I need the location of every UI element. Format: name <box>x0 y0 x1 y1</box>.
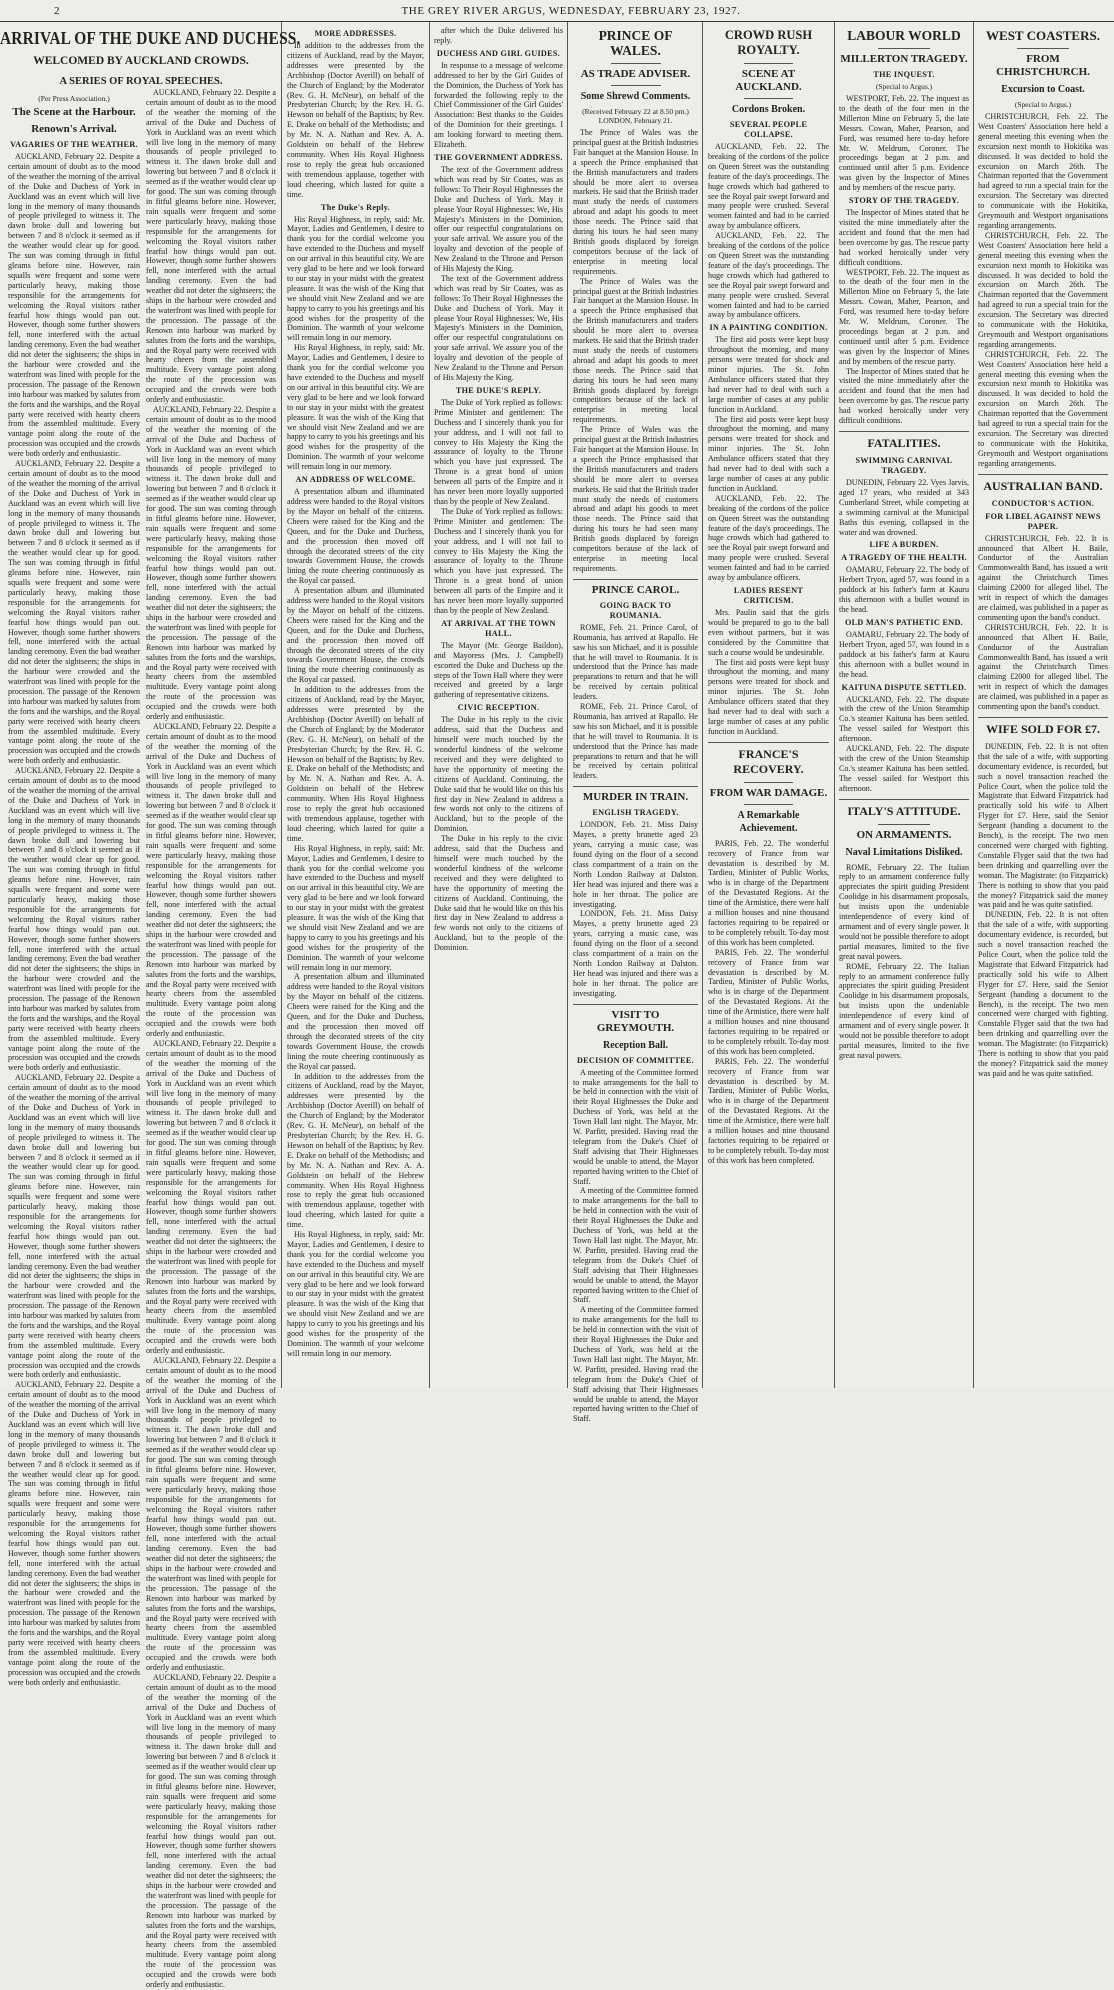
article-body: AUCKLAND, February 22. Despite a certain amount of doubt as to the mood of the weather the morning of the arrival of the Duke and Duchess of York in Auckland was an event which will live long in the memory of many thousands of people privileged to witness it. The dawn broke dull and lowering but between 7 and 8 o'clock it seemed as if the weather would clear up for good. The sun was coming through in fitful gleams before nine. However, rain squalls were frequent and some were particularly heavy, making those responsible for the arrangements for welcoming the Royal visitors rather fearful how things would pan out. However, though some further showers fell, none interfered with the actual landing ceremony. Even the bad weather did not deter the sightseers; the ships in the harbour were crowded and the waterfront was lined with people for the procession. The passage of the Renown into harbour was marked by salutes from the forts and the warships, and the Royal party were received with hearty cheers from the assembled multitude. Every vantage point along the route of the procession was occupied and the crowds were both orderly and enthusiastic. <box>8 766 140 1073</box>
article-body: The Inspector of Mines stated that he visited the mine immediately after the accident and found that the men had been overcome by gas. The rescue party had worked heroically under very difficult conditions. <box>839 208 969 267</box>
press-credit: (Special to Argus.) <box>875 82 933 91</box>
column-5 <box>708 26 829 1382</box>
masthead <box>0 0 1114 22</box>
article-body: after which the Duke delivered his reply. <box>434 26 563 45</box>
article-body: AUCKLAND, February 22. Despite a certain amount of doubt as to the mood of the weather the morning of the arrival of the Duke and Duchess of York in Auckland was an event which will live long in the memory of many thousands of people privileged to witness it. The dawn broke dull and lowering but between 7 and 8 o'clock it seemed as if the weather would clear up for good. The sun was coming through in fitful gleams before nine. However, rain squalls were frequent and some were particularly heavy, making those responsible for the arrangements for welcoming the Royal visitors rather fearful how things would pan out. However, though some further showers fell, none interfered with the actual landing ceremony. Even the bad weather did not deter the sightseers; the ships in the harbour were crowded and the waterfront was lined with people for the procession. The passage of the Renown into harbour was marked by salutes from the forts and the warships, and the Royal party were received with hearty cheers from the assembled multitude. Every vantage point along the route of the procession was occupied and the crowds were both orderly and enthusiastic. <box>8 459 140 766</box>
small-heading: DUCHESS AND GIRL GUIDES. <box>436 48 561 58</box>
divider <box>839 799 969 800</box>
headline: PRINCE OF WALES. <box>598 28 673 58</box>
article-body: A meeting of the Committee formed to make arrangements for the ball to be held in connection with the visit of their Royal Highnesses the Duke and Duchess of York, was held at the Town Hall last night. The Mayor, Mr. W. Parfitt, presided. Having read the telegram from the Duke's Chief of Staff advising that Their Highnesses would be unable to attend, the Mayor reported having written to the Chief of Staff. <box>573 1186 698 1305</box>
article-body: AUCKLAND, Feb. 22. The breaking of the cordons of the police on Queen Street was the outstanding feature of the day's proceedings. The huge crowds which had gathered to see the Royal pair swept forward and many people were crushed. Several women fainted and had to be carried away by ambulance officers. <box>708 142 829 231</box>
small-heading: FOR LIBEL AGAINST NEWS PAPER. <box>985 511 1101 531</box>
small-heading: SEVERAL PEOPLE COLLAPSE. <box>729 120 808 139</box>
article-body: AUCKLAND, Feb. 22. The dispute with the crew of the Union Steamship Co.'s steamer Kaituna has been settled. The vessel sailed for Westport this afternoon. <box>839 694 969 744</box>
headline: ITALY'S ATTITUDE. <box>847 803 961 818</box>
headline: FATALITIES. <box>867 436 941 450</box>
article-body: LONDON, Feb. 21. Miss Daisy Mayes, a pretty brunette aged 23 years, carrying a music case, was found dying on the floor of a second class compartment of a train on the North London Railway at Dalston. Her head was injured and there was a hole in her throat. The police are investigating. <box>573 820 698 909</box>
lead-subheading-2: A SERIES OF ROYAL SPEECHES. <box>59 76 223 87</box>
article-body: OAMARU, February 22. The body of Herbert Tryon, aged 57, was found in a paddock at his father's farm at Kauru this afternoon with a bullet wound in the head. <box>839 565 969 615</box>
article-body: In addition to the addresses from the citizens of Auckland, read by the Mayor, addresses were presented by the Archbishop (Doctor Averill) on behalf of the Church of England; by the Moderator (Rev. G. H. McNeur), on behalf of the Presbyterian Church; by the Rev. H. G. Hewson on behalf of the Baptists; by Rev. E. Drake on behalf of the Methodists; and by Mr. N. A. Nathan and Rev. A. A. Goldstein on behalf of the Hebrew community. When His Royal Highness rose to reply the great hub occasioned with tremendous applause, together with loud cheering, which lasted for quite a time. <box>287 685 424 843</box>
column-3 <box>434 26 563 1382</box>
article-body: The Duke in his reply to the civic address, said that the Duchess and himself were much touched by the wonderful kindness of the welcome received and they were delighted to have the opportunity of meeting the citizens of Auckland. Continuing, the Duke said that he would like on this his first day in New Zealand to address a few words not only to the citizens of Auckland, but to the people of the Dominion. <box>434 715 563 834</box>
subheading: Cordons Broken. <box>731 104 806 115</box>
lead-subheading: WELCOMED BY AUCKLAND CROWDS. <box>33 55 249 67</box>
article-body: PARIS, Feb. 22. The wonderful recovery of France from war devastation is described by M. Tardieu, Minister of Public Works, who is in charge of the Department of the Devastated Regions. At the time of the Armistice, there were half a million houses and nine thousand factories requiring to be repaired or to be completely rebuilt. To-day most of this work has been completed. <box>708 838 829 947</box>
article-body: CHRISTCHURCH, Feb. 22. The West Coasters' Association here held a general meeting this evening when the excursion next month to Hokitika was discussed. It was decided to hold the excursion on March 26th. The Chairman reported that the Government had agreed to run a special train for the excursion. The Secretary was directed to communicate with the Hokitika, Greymouth and Westport organisations regarding arrangements. <box>978 349 1108 468</box>
article-body: The Prince of Wales was the principal guest at the British Industries Fair banquet at the Mansion House. In a speech the Prince emphasised that the British manufacturers and traders should be more alert to oversea markets. He said that the British trader must study the needs of customers abroad and adapt his goods to meet those needs. The Prince said that during his tours he had seen many British goods displaced by foreign competitors because of the lack of enterprise in meeting local requirements. <box>573 276 698 425</box>
divider <box>744 782 792 783</box>
article-body: AUCKLAND, February 22. Despite a certain amount of doubt as to the mood of the weather the morning of the arrival of the Duke and Duchess of York in Auckland was an event which will live long in the memory of many thousands of people privileged to witness it. The dawn broke dull and lowering but between 7 and 8 o'clock it seemed as if the weather would clear up for good. The sun was coming through in fitful gleams before nine. However, rain squalls were frequent and some were particularly heavy, making those responsible for the arrangements for welcoming the Royal visitors rather fearful how things would pan out. However, though some further showers fell, none interfered with the actual landing ceremony. Even the bad weather did not deter the sightseers; the ships in the harbour were crowded and the waterfront was lined with people for the procession. The passage of the Renown into harbour was marked by salutes from the forts and the warships, and the Royal party were received with hearty cheers from the assembled multitude. Every vantage point along the route of the procession was occupied and the crowds were both orderly and enthusiastic. <box>146 722 276 1039</box>
small-heading: GOING BACK TO ROUMANIA. <box>599 600 672 620</box>
small-heading: MORE ADDRESSES. <box>314 29 397 38</box>
masthead-title: THE GREY RIVER ARGUS, WEDNESDAY, FEBRUARY 23, 1927. <box>401 4 741 17</box>
article-body: The first aid posts were kept busy throughout the morning, and many persons were treated for shock and minor injuries. The St. John Ambulance officers stated that they had never had to deal with such a large number of cases at any public function in Auckland. <box>708 657 829 736</box>
subheading: Some Shrewd Comments. <box>580 91 691 102</box>
column-1b <box>146 88 276 1990</box>
article-body: WESTPORT, Feb. 22. The inquest as to the death of the four men in the Millerton Mine on February 5, the late Messrs. Cowan, Maher, Pearson, and Ford, was resumed here to-day before Mr. W. Meldrum, Coroner. The proceedings began at 2 p.m. and continued until after 5 p.m. Evidence was given by the Inspector of Mines and by members of the rescue party. <box>839 94 969 193</box>
article-body: The first aid posts were kept busy throughout the morning, and many persons were treated for shock and minor injuries. The St. John Ambulance officers stated that they had never had to deal with such a large number of cases at any public function in Auckland. <box>708 335 829 414</box>
small-heading: STORY OF THE TRAGEDY. <box>848 196 960 206</box>
article-body: In addition to the addresses from the citizens of Auckland, read by the Mayor, addresses were presented by the Archbishop (Doctor Averill) on behalf of the Church of England; by the Moderator (Rev. G. H. McNeur), on behalf of the Presbyterian Church; by the Rev. H. G. Hewson on behalf of the Baptists; by Rev. E. Drake on behalf of the Methodists; and by Mr. N. A. Nathan and Rev. A. A. Goldstein on behalf of the Hebrew community. When His Royal Highness rose to reply the great hub occasioned with tremendous applause, together with loud cheering, which lasted for quite a time. <box>287 1071 424 1230</box>
small-heading: LIFE A BURDEN. <box>869 540 939 550</box>
article-body: OAMARU, February 22. The body of Herbert Tryon, aged 57, was found in a paddock at his father's farm at Kauru this afternoon with a bullet wound in the head. <box>839 629 969 679</box>
small-heading: VAGARIES OF THE WEATHER. <box>10 140 138 149</box>
divider <box>573 786 698 787</box>
divider <box>744 804 792 805</box>
subheading: Excursion to Coast. <box>1001 84 1085 95</box>
small-heading: IN A PAINTING CONDITION. <box>709 323 828 333</box>
article-body: A meeting of the Committee formed to make arrangements for the ball to be held in connection with the visit of their Royal Highnesses the Duke and Duchess of York, was held at the Town Hall last night. The Mayor, Mr. W. Parfitt, presided. Having read the telegram from the Duke's Chief of Staff advising that Their Highnesses would be unable to attend, the Mayor reported having written to the Chief of Staff. <box>573 1067 698 1186</box>
article-body: AUCKLAND, February 22. Despite a certain amount of doubt as to the mood of the weather the morning of the arrival of the Duke and Duchess of York in Auckland was an event which will live long in the memory of many thousands of people privileged to witness it. The dawn broke dull and lowering but between 7 and 8 o'clock it seemed as if the weather would clear up for good. The sun was coming through in fitful gleams before nine. However, rain squalls were frequent and some were particularly heavy, making those responsible for the arrangements for welcoming the Royal visitors rather fearful how things would pan out. However, though some further showers fell, none interfered with the actual landing ceremony. Even the bad weather did not deter the sightseers; the ships in the harbour were crowded and the waterfront was lined with people for the procession. The passage of the Renown into harbour was marked by salutes from the forts and the warships, and the Royal party were received with hearty cheers from the assembled multitude. Every vantage point along the route of the procession was occupied and the crowds were both orderly and enthusiastic. <box>8 152 140 459</box>
small-heading: ENGLISH TRAGEDY. <box>592 808 679 818</box>
small-heading: OLD MAN'S PATHETIC END. <box>844 617 964 627</box>
article-body: His Royal Highness, in reply, said: Mr. Mayor, Ladies and Gentlemen, I desire to thank you for the cordial welcome you have extended to the Duchess and myself on our arrival in this beautiful city. We are very glad to be here and we look forward to our stay in your midst with the greatest pleasure. It was the wish of the King that we should visit New Zealand and we are happy to carry to you his greetings and his good wishes for the prosperity of the Dominion. The warmth of your welcome will remain long in our memory. <box>287 843 424 972</box>
headline: VISIT TO GREYMOUTH. <box>596 1008 675 1034</box>
section-heading: Renown's Arrival. <box>31 123 117 135</box>
headline: PRINCE CAROL. <box>591 583 680 596</box>
article-body: In response to a message of welcome addressed to her by the Girl Guides of the Dominion, the Duchess of York has forwarded the following reply to the Chief Commissioner of the Girl Guides' Association: Best thanks to the Guides of the Dominion for their greetings. I am looking forward to meeting them. Elizabeth. <box>434 60 563 150</box>
small-heading: AN ADDRESS OF WELCOME. <box>295 475 416 485</box>
subheading: FROM WAR DAMAGE. <box>709 786 828 799</box>
headline: LABOUR WORLD <box>847 28 961 43</box>
divider <box>878 824 930 825</box>
small-heading: AT ARRIVAL AT THE TOWN HALL. <box>441 618 556 638</box>
column-rule <box>429 22 430 1388</box>
column-rule <box>702 22 703 1388</box>
small-heading: The Duke's Reply. <box>320 202 391 212</box>
divider <box>878 48 930 49</box>
article-body: His Royal Highness, in reply, said: Mr. Mayor, Ladies and Gentlemen, I desire to thank you for the cordial welcome you have extended to the Duchess and myself on our arrival in this beautiful city. We are very glad to be here and we look forward to our stay in your midst with the greatest pleasure. It was the wish of the King that we should visit New Zealand and we are happy to carry to you his greetings and his good wishes for the prosperity of the Dominion. The warmth of your welcome will remain long in our memory. <box>287 1230 424 1358</box>
column-7 <box>978 26 1108 1382</box>
small-heading: LADIES RESENT CRITICISM. <box>733 585 804 605</box>
small-heading: CIVIC RECEPTION. <box>457 703 540 713</box>
article-body: The Duke of York replied as follows: Prime Minister and gentlemen: The Duchess and I sincerely thank you for your address, and I will not fail to convey to His Majesty the King the assurance of loyalty to the Throne which you have just expressed. The Throne is a great bond of union between all parts of the Empire and it has never been more loyally supported than by the people of New Zealand. <box>434 397 563 506</box>
article-body: CHRISTCHURCH, Feb. 22. It is announced that Albert H. Baile, Conductor of the Australian Commonwealth Band, has issued a writ against the Christchurch Times claiming £2000 for alleged libel. The writ in respect of which the damages are claimed, was published in a paper as commenting upon the band's conduct. <box>978 622 1108 712</box>
section-heading: The Scene at the Harbour. <box>12 106 136 118</box>
article-body: The Prince of Wales was the principal guest at the British Industries Fair banquet at the Mansion House. In a speech the Prince emphasised that the British manufacturers and traders should be more alert to oversea markets. He said that the British trader must study the needs of customers abroad and adapt his goods to meet those needs. The Prince said that during his tours he had seen many British goods displaced by foreign competitors because of the lack of enterprise in meeting local requirements. <box>573 128 698 276</box>
article-body: CHRISTCHURCH, Feb. 22. The West Coasters' Association here held a general meeting this evening when the excursion next month to Hokitika was discussed. It was decided to hold the excursion on March 26th. The Chairman reported that the Government had agreed to run a special train for the excursion. The Secretary was directed to communicate with the Hokitika, Greymouth and Westport organisations regarding arrangements. <box>978 112 1108 230</box>
small-heading: A TRAGEDY OF THE HEALTH. <box>841 553 967 563</box>
article-body: AUCKLAND, Feb. 22. The breaking of the cordons of the police on Queen Street was the outstanding feature of the day's proceedings. The huge crowds which had gathered to see the Royal pair swept forward and many people were crushed. Several women fainted and had to be carried away by ambulance officers. <box>708 493 829 583</box>
small-heading: CONDUCTOR'S ACTION. <box>991 498 1095 508</box>
article-body: ROME, February 22. The Italian reply to an armament conference fully appreciates the spirit guiding President Coolidge in his disarmament proposals, but insists upon the undeniable interdependence of every kind of armament and of every single power. It would not be possible therefore to adopt partial measures, limited to the five great naval powers. <box>839 862 969 961</box>
article-body: A meeting of the Committee formed to make arrangements for the ball to be held in connection with the visit of their Royal Highnesses the Duke and Duchess of York, was held at the Town Hall last night. The Mayor, Mr. W. Parfitt, presided. Having read the telegram from the Duke's Chief of Staff advising that Their Highnesses would be unable to attend, the Mayor reported having written to the Chief of Staff. <box>573 1305 698 1424</box>
divider <box>839 431 969 432</box>
article-body: ROME, Feb. 21. Prince Carol, of Roumania, has arrived at Rapallo. He saw his son Michael, and it is possible that he will travel to Roumania. It is understood that the Prince has made preparations to return and that he will be received by certain political leaders. <box>573 702 698 781</box>
subheading: ON ARMAMENTS. <box>856 828 952 841</box>
article-body: The text of the Government address which was read by Sir Coates, was as follows: To Their Royal Highnesses the Duke and Duchess of York. May it please Your Royal Highnesses: We, His Majesty's Ministers in the Dominion, offer our respectful congratulations on your safe arrival. We assure you of the loyalty and devotion of the people of New Zealand to the Throne and Person of His Majesty the King. <box>434 273 563 382</box>
column-4 <box>573 26 698 1424</box>
small-heading: DECISION OF COMMITTEE. <box>576 1055 695 1065</box>
article-body: AUCKLAND, February 22. Despite a certain amount of doubt as to the mood of the weather the morning of the arrival of the Duke and Duchess of York in Auckland was an event which will live long in the memory of many thousands of people privileged to witness it. The dawn broke dull and lowering but between 7 and 8 o'clock it seemed as if the weather would clear up for good. The sun was coming through in fitful gleams before nine. However, rain squalls were frequent and some were particularly heavy, making those responsible for the arrangements for welcoming the Royal visitors rather fearful how things would pan out. However, though some further showers fell, none interfered with the actual landing ceremony. Even the bad weather did not deter the sightseers; the ships in the harbour were crowded and the waterfront was lined with people for the procession. The passage of the Renown into harbour was marked by salutes from the forts and the warships, and the Royal party were received with hearty cheers from the assembled multitude. Every vantage point along the route of the procession was occupied and the crowds were both orderly and enthusiastic. <box>146 405 276 722</box>
article-body: AUCKLAND, Feb. 22. The dispute with the crew of the Union Steamship Co.'s steamer Kaituna has been settled. The vessel sailed for Westport this afternoon. <box>839 744 969 793</box>
subheading: A Remarkable Achievement. <box>737 809 800 834</box>
column-rule <box>281 22 282 1388</box>
article-body: DUNEDIN, Feb. 22. It is not often that the sale of a wife, with supporting documentary evidence, is recorded, but such a novel transaction reached the Police Court, when the police told the Magistrate that Edward Fitzpatrick had practically sold his wife to Albert Flyger for £7. Here, said the Senior Sergeant (handing a document to the Bench), is the receipt. The two men concerned were charged with fighting. Constable Flyger said that the two had been drinking and quarrelling over the woman. The Magistrate: (to Fitzpatrick) There is nothing to show that you paid the money? Fitzpatrick said the money was paid and he was quite satisfied. <box>978 910 1108 1078</box>
article-body: WESTPORT, Feb. 22. The inquest as to the death of the four men in the Millerton Mine on February 5, the late Messrs. Cowan, Maher, Pearson, and Ford, was resumed here to-day before Mr. W. Meldrum, Coroner. The proceedings began at 2 p.m. and continued until after 5 p.m. Evidence was given by the Inspector of Mines and by members of the rescue party. <box>839 267 969 366</box>
column-rule <box>834 22 835 1388</box>
column-1a <box>0 26 301 1687</box>
divider <box>611 63 661 64</box>
article-body: His Royal Highness, in reply, said: Mr. Mayor, Ladies and Gentlemen, I desire to thank you for the cordial welcome you have extended to the Duchess and myself on our arrival in this beautiful city. We are very glad to be here and we look forward to our stay in your midst with the greatest pleasure. It was the wish of the King that we should visit New Zealand and we are happy to carry to you his greetings and his good wishes for the prosperity of the Dominion. The warmth of your welcome will remain long in our memory. <box>287 214 424 343</box>
headline: FRANCE'S RECOVERY. <box>733 746 804 776</box>
small-heading: KAITUNA DISPUTE SETTLED. <box>841 682 967 692</box>
article-body: The text of the Government address which was read by Sir Coates, was as follows: To Their Royal Highnesses the Duke and Duchess of York. May it please Your Royal Highnesses: We, His Majesty's Ministers in the Dominion, offer our respectful congratulations on your safe arrival. We assure you of the loyalty and devotion of the people of New Zealand to the Throne and Person of His Majesty the King. <box>434 164 563 274</box>
headline: WIFE SOLD FOR £7. <box>985 721 1100 736</box>
article-body: The Inspector of Mines stated that he visited the mine immediately after the accident and found that the men had been overcome by gas. The rescue party had worked heroically under very difficult conditions. <box>839 366 969 426</box>
small-heading: THE INQUEST. <box>873 70 935 79</box>
subheading: MILLERTON TRAGEDY. <box>840 53 968 65</box>
small-heading: THE DUKE'S REPLY. <box>455 385 542 395</box>
article-body: DUNEDIN, Feb. 22. It is not often that the sale of a wife, with supporting documentary evidence, is recorded, but such a novel transaction reached the Police Court, when the police told the Magistrate that Edward Fitzpatrick had practically sold his wife to Albert Flyger for £7. Here, said the Senior Sergeant (handing a document to the Bench), is the receipt. The two men concerned were charged with fighting. Constable Flyger said that the two had been drinking and quarrelling over the woman. The Magistrate: (to Fitzpatrick) There is nothing to show that you paid the money? Fitzpatrick said the money was paid and he was quite satisfied. <box>978 741 1108 910</box>
article-body: DUNEDIN, February 22. Vyes Jarvis, aged 17 years, who resided at 343 Cumberland Street, while competing at a swimming carnival at the Municipal Baths this evening, collapsed in the water and was drowned. <box>839 478 969 537</box>
divider <box>1017 48 1069 49</box>
column-2 <box>287 26 424 1382</box>
subheading: FROM CHRISTCHURCH. <box>996 53 1090 78</box>
subheading: Reception Ball. <box>603 1039 668 1051</box>
column-6 <box>839 26 969 1382</box>
column-rule <box>973 22 974 1388</box>
divider <box>573 579 698 580</box>
small-heading: SWIMMING CARNIVAL TRAGEDY. <box>855 456 953 475</box>
dateline: (Received February 22 at 8.50 pm.) LONDON, February 21. <box>582 107 689 125</box>
article-body: AUCKLAND, February 22. Despite a certain amount of doubt as to the mood of the weather the morning of the arrival of the Duke and Duchess of York in Auckland was an event which will live long in the memory of many thousands of people privileged to witness it. The dawn broke dull and lowering but between 7 and 8 o'clock it seemed as if the weather would clear up for good. The sun was coming through in fitful gleams before nine. However, rain squalls were frequent and some were particularly heavy, making those responsible for the arrangements for welcoming the Royal visitors rather fearful how things would pan out. However, though some further showers fell, none interfered with the actual landing ceremony. Even the bad weather did not deter the sightseers; the ships in the harbour were crowded and the waterfront was lined with people for the procession. The passage of the Renown into harbour was marked by salutes from the forts and the warships, and the Royal party were received with hearty cheers from the assembled multitude. Every vantage point along the route of the procession was occupied and the crowds were both orderly and enthusiastic. <box>146 1673 276 1990</box>
article-body: CHRISTCHURCH, Feb. 22. It is announced that Albert H. Baile, Conductor of the Australian Commonwealth Band, has issued a writ against the Christchurch Times claiming £2000 for alleged libel. The writ in respect of which the damages are claimed, was published in a paper as commenting upon the band's conduct. <box>978 533 1108 622</box>
article-body: PARIS, Feb. 22. The wonderful recovery of France from war devastation is described by M. Tardieu, Minister of Public Works, who is in charge of the Department of the Devastated Regions. At the time of the Armistice, there were half a million houses and nine thousand factories requiring to be repaired or to be completely rebuilt. To-day most of this work has been completed. <box>708 947 829 1056</box>
article-body: AUCKLAND, February 22. Despite a certain amount of doubt as to the mood of the weather the morning of the arrival of the Duke and Duchess of York in Auckland was an event which will live long in the memory of many thousands of people privileged to witness it. The dawn broke dull and lowering but between 7 and 8 o'clock it seemed as if the weather would clear up for good. The sun was coming through in fitful gleams before nine. However, rain squalls were frequent and some were particularly heavy, making those responsible for the arrangements for welcoming the Royal visitors rather fearful how things would pan out. However, though some further showers fell, none interfered with the actual landing ceremony. Even the bad weather did not deter the sightseers; the ships in the harbour were crowded and the waterfront was lined with people for the procession. The passage of the Renown into harbour was marked by salutes from the forts and the warships, and the Royal party were received with hearty cheers from the assembled multitude. Every vantage point along the route of the procession was occupied and the crowds were both orderly and enthusiastic. <box>146 1039 276 1356</box>
article-body: LONDON, Feb. 21. Miss Daisy Mayes, a pretty brunette aged 23 years, carrying a music case, was found dying on the floor of a second class compartment of a train on the North London Railway at Dalston. Her head was injured and there was a hole in her throat. The police are investigating. <box>573 909 698 998</box>
press-credit: (Special to Argus.) <box>1014 100 1072 109</box>
subheading: Naval Limitations Disliked. <box>845 846 963 858</box>
column-rule <box>567 22 568 1388</box>
page-number: 2 <box>54 4 61 17</box>
article-body: The first aid posts were kept busy throughout the morning, and many persons were treated for shock and minor injuries. The St. John Ambulance officers stated that they had never had to deal with such a large number of cases at any public function in Auckland. <box>708 414 829 493</box>
article-body: The Mayor (Mr. George Baildon), and Mayoress (Mrs. J. Campbell) escorted the Duke and Duchess up the steps of the Town Hall where they were received and greeted by a large gathering of representative citizens. <box>434 640 563 700</box>
divider <box>573 1004 698 1005</box>
article-body: AUCKLAND, February 22. Despite a certain amount of doubt as to the mood of the weather the morning of the arrival of the Duke and Duchess of York in Auckland was an event which will live long in the memory of many thousands of people privileged to witness it. The dawn broke dull and lowering but between 7 and 8 o'clock it seemed as if the weather would clear up for good. The sun was coming through in fitful gleams before nine. However, rain squalls were frequent and some were particularly heavy, making those responsible for the arrangements for welcoming the Royal visitors rather fearful how things would pan out. However, though some further showers fell, none interfered with the actual landing ceremony. Even the bad weather did not deter the sightseers; the ships in the harbour were crowded and the waterfront was lined with people for the procession. The passage of the Renown into harbour was marked by salutes from the forts and the warships, and the Royal party were received with hearty cheers from the assembled multitude. Every vantage point along the route of the procession was occupied and the crowds were both orderly and enthusiastic. <box>8 1073 140 1380</box>
divider <box>978 474 1108 475</box>
article-body: A presentation album and illuminated address were handed to the Royal visitors by the Mayor on behalf of the citizens. Cheers were raised for the King and the Queen, and for the Duke and Duchess, and the procession then moved off through the decorated streets of the city towards Government House, the crowds lining the route cheering continuously as the Royal car passed. <box>287 586 424 685</box>
article-body: A presentation album and illuminated address were handed to the Royal visitors by the Mayor on behalf of the citizens. Cheers were raised for the King and the Queen, and for the Duke and Duchess, and the procession then moved off through the decorated streets of the city towards Government House, the crowds lining the route cheering continuously as the Royal car passed. <box>287 487 424 586</box>
subheading: SCENE AT AUCKLAND. <box>735 68 802 93</box>
article-body: The Duke of York replied as follows: Prime Minister and gentlemen: The Duchess and I sincerely thank you for your address, and I will not fail to convey to His Majesty the King the assurance of loyalty to the Throne which you have just expressed. The Throne is a great bond of union between all parts of the Empire and it has never been more loyally supported than by the people of New Zealand. <box>434 506 563 615</box>
article-body: Mrs. Paulin said that the girls would be prepared to go to the ball even without partners, but it was considered by the Committee that such a course would be undesirable. <box>708 607 829 657</box>
divider <box>708 742 829 743</box>
article-body: ROME, Feb. 21. Prince Carol, of Roumania, has arrived at Rapallo. He saw his son Michael, and it is possible that he will travel to Roumania. It is understood that the Prince has made preparations to return and that he will be received by certain political leaders. <box>573 622 698 702</box>
article-body: A presentation album and illuminated address were handed to the Royal visitors by the Mayor on behalf of the citizens. Cheers were raised for the King and the Queen, and for the Duke and Duchess, and the procession then moved off through the decorated streets of the city towards Government House, the crowds lining the route cheering continuously as the Royal car passed. <box>287 972 424 1071</box>
divider <box>611 85 661 86</box>
article-body: His Royal Highness, in reply, said: Mr. Mayor, Ladies and Gentlemen, I desire to thank you for the cordial welcome you have extended to the Duchess and myself on our arrival in this beautiful city. We are very glad to be here and we look forward to our stay in your midst with the greatest pleasure. It was the wish of the King that we should visit New Zealand and we are happy to carry to you his greetings and his good wishes for the prosperity of the Dominion. The warmth of your welcome will remain long in our memory. <box>287 343 424 472</box>
divider <box>978 717 1108 718</box>
headline: AUSTRALIAN BAND. <box>983 478 1103 493</box>
divider <box>744 63 792 64</box>
divider <box>744 98 792 99</box>
article-body: The Prince of Wales was the principal guest at the British Industries Fair banquet at the Mansion House. In a speech the Prince emphasised that the British manufacturers and traders should be more alert to oversea markets. He said that the British trader must study the needs of customers abroad and adapt his goods to meet those needs. The Prince said that during his tours he had seen many British goods displaced by foreign competitors because of the lack of enterprise in meeting local requirements. <box>573 425 698 573</box>
subheading: AS TRADE ADVISER. <box>580 68 691 80</box>
article-body: AUCKLAND, February 22. Despite a certain amount of doubt as to the mood of the weather the morning of the arrival of the Duke and Duchess of York in Auckland was an event which will live long in the memory of many thousands of people privileged to witness it. The dawn broke dull and lowering but between 7 and 8 o'clock it seemed as if the weather would clear up for good. The sun was coming through in fitful gleams before nine. However, rain squalls were frequent and some were particularly heavy, making those responsible for the arrangements for welcoming the Royal visitors rather fearful how things would pan out. However, though some further showers fell, none interfered with the actual landing ceremony. Even the bad weather did not deter the sightseers; the ships in the harbour were crowded and the waterfront was lined with people for the procession. The passage of the Renown into harbour was marked by salutes from the forts and the warships, and the Royal party were received with hearty cheers from the assembled multitude. Every vantage point along the route of the procession was occupied and the crowds were both orderly and enthusiastic. <box>146 1356 276 1673</box>
article-body: PARIS, Feb. 22. The wonderful recovery of France from war devastation is described by M. Tardieu, Minister of Public Works, who is in charge of the Department of the Devastated Regions. At the time of the Armistice, there were half a million houses and nine thousand factories requiring to be repaired or to be completely rebuilt. To-day most of this work has been completed. <box>708 1056 829 1165</box>
headline: CROWD RUSH ROYALTY. <box>724 28 813 57</box>
article-body: CHRISTCHURCH, Feb. 22. The West Coasters' Association here held a general meeting this evening when the excursion next month to Hokitika was discussed. It was decided to hold the excursion on March 26th. The Chairman reported that the Government had agreed to run a special train for the excursion. The Secretary was directed to communicate with the Hokitika, Greymouth and Westport organisations regarding arrangements. <box>978 230 1108 349</box>
article-body: The Duke in his reply to the civic address, said that the Duchess and himself were much touched by the wonderful kindness of the welcome received and they were delighted to have the opportunity of meeting the citizens of Auckland. Continuing, the Duke said that he would like on this his first day in New Zealand to address a few words not only to the citizens of Auckland, but to the people of the Dominion. <box>434 834 563 953</box>
article-body: AUCKLAND, February 22. Despite a certain amount of doubt as to the mood of the weather the morning of the arrival of the Duke and Duchess of York in Auckland was an event which will live long in the memory of many thousands of people privileged to witness it. The dawn broke dull and lowering but between 7 and 8 o'clock it seemed as if the weather would clear up for good. The sun was coming through in fitful gleams before nine. However, rain squalls were frequent and some were particularly heavy, making those responsible for the arrangements for welcoming the Royal visitors rather fearful how things would pan out. However, though some further showers fell, none interfered with the actual landing ceremony. Even the bad weather did not deter the sightseers; the ships in the harbour were crowded and the waterfront was lined with people for the procession. The passage of the Renown into harbour was marked by salutes from the forts and the warships, and the Royal party were received with hearty cheers from the assembled multitude. Every vantage point along the route of the procession was occupied and the crowds were both orderly and enthusiastic. <box>8 1380 140 1687</box>
article-body: ROME, February 22. The Italian reply to an armament conference fully appreciates the spirit guiding President Coolidge in his disarmament proposals, but insists upon the undeniable interdependence of every kind of armament and of every single power. It would not be possible therefore to adopt partial measures, limited to the five great naval powers. <box>839 961 969 1060</box>
headline: MURDER IN TRAIN. <box>582 791 689 804</box>
small-heading: THE GOVERNMENT ADDRESS. <box>434 152 563 162</box>
article-body: AUCKLAND, Feb. 22. The breaking of the cordons of the police on Queen Street was the outstanding feature of the day's proceedings. The huge crowds which had gathered to see the Royal pair swept forward and many people were crushed. Several women fainted and had to be carried away by ambulance officers. <box>708 231 829 320</box>
article-body: In addition to the addresses from the citizens of Auckland, read by the Mayor, addresses were presented by the Archbishop (Doctor Averill) on behalf of the Church of England; by the Moderator (Rev. G. H. McNeur), on behalf of the Presbyterian Church; by the Rev. H. G. Hewson on behalf of the Baptists; by Rev. E. Drake on behalf of the Methodists; and by Mr. N. A. Nathan and Rev. A. A. Goldstein on behalf of the Hebrew community. When His Royal Highness rose to reply the great hub occasioned with tremendous applause, together with loud cheering, which lasted for quite a time. <box>287 41 424 199</box>
article-body: AUCKLAND, February 22. Despite a certain amount of doubt as to the mood of the weather the morning of the arrival of the Duke and Duchess of York in Auckland was an event which will live long in the memory of many thousands of people privileged to witness it. The dawn broke dull and lowering but between 7 and 8 o'clock it seemed as if the weather would clear up for good. The sun was coming through in fitful gleams before nine. However, rain squalls were frequent and some were particularly heavy, making those responsible for the arrangements for welcoming the Royal visitors rather fearful how things would pan out. However, though some further showers fell, none interfered with the actual landing ceremony. Even the bad weather did not deter the sightseers; the ships in the harbour were crowded and the waterfront was lined with people for the procession. The passage of the Renown into harbour was marked by salutes from the forts and the warships, and the Royal party were received with hearty cheers from the assembled multitude. Every vantage point along the route of the procession was occupied and the crowds were both orderly and enthusiastic. <box>146 88 276 405</box>
headline: WEST COASTERS. <box>986 28 1100 43</box>
lead-headline: ARRIVAL OF THE DUKE AND DUCHESS. <box>0 28 301 48</box>
press-credit: (Per Press Association.) <box>38 94 110 103</box>
